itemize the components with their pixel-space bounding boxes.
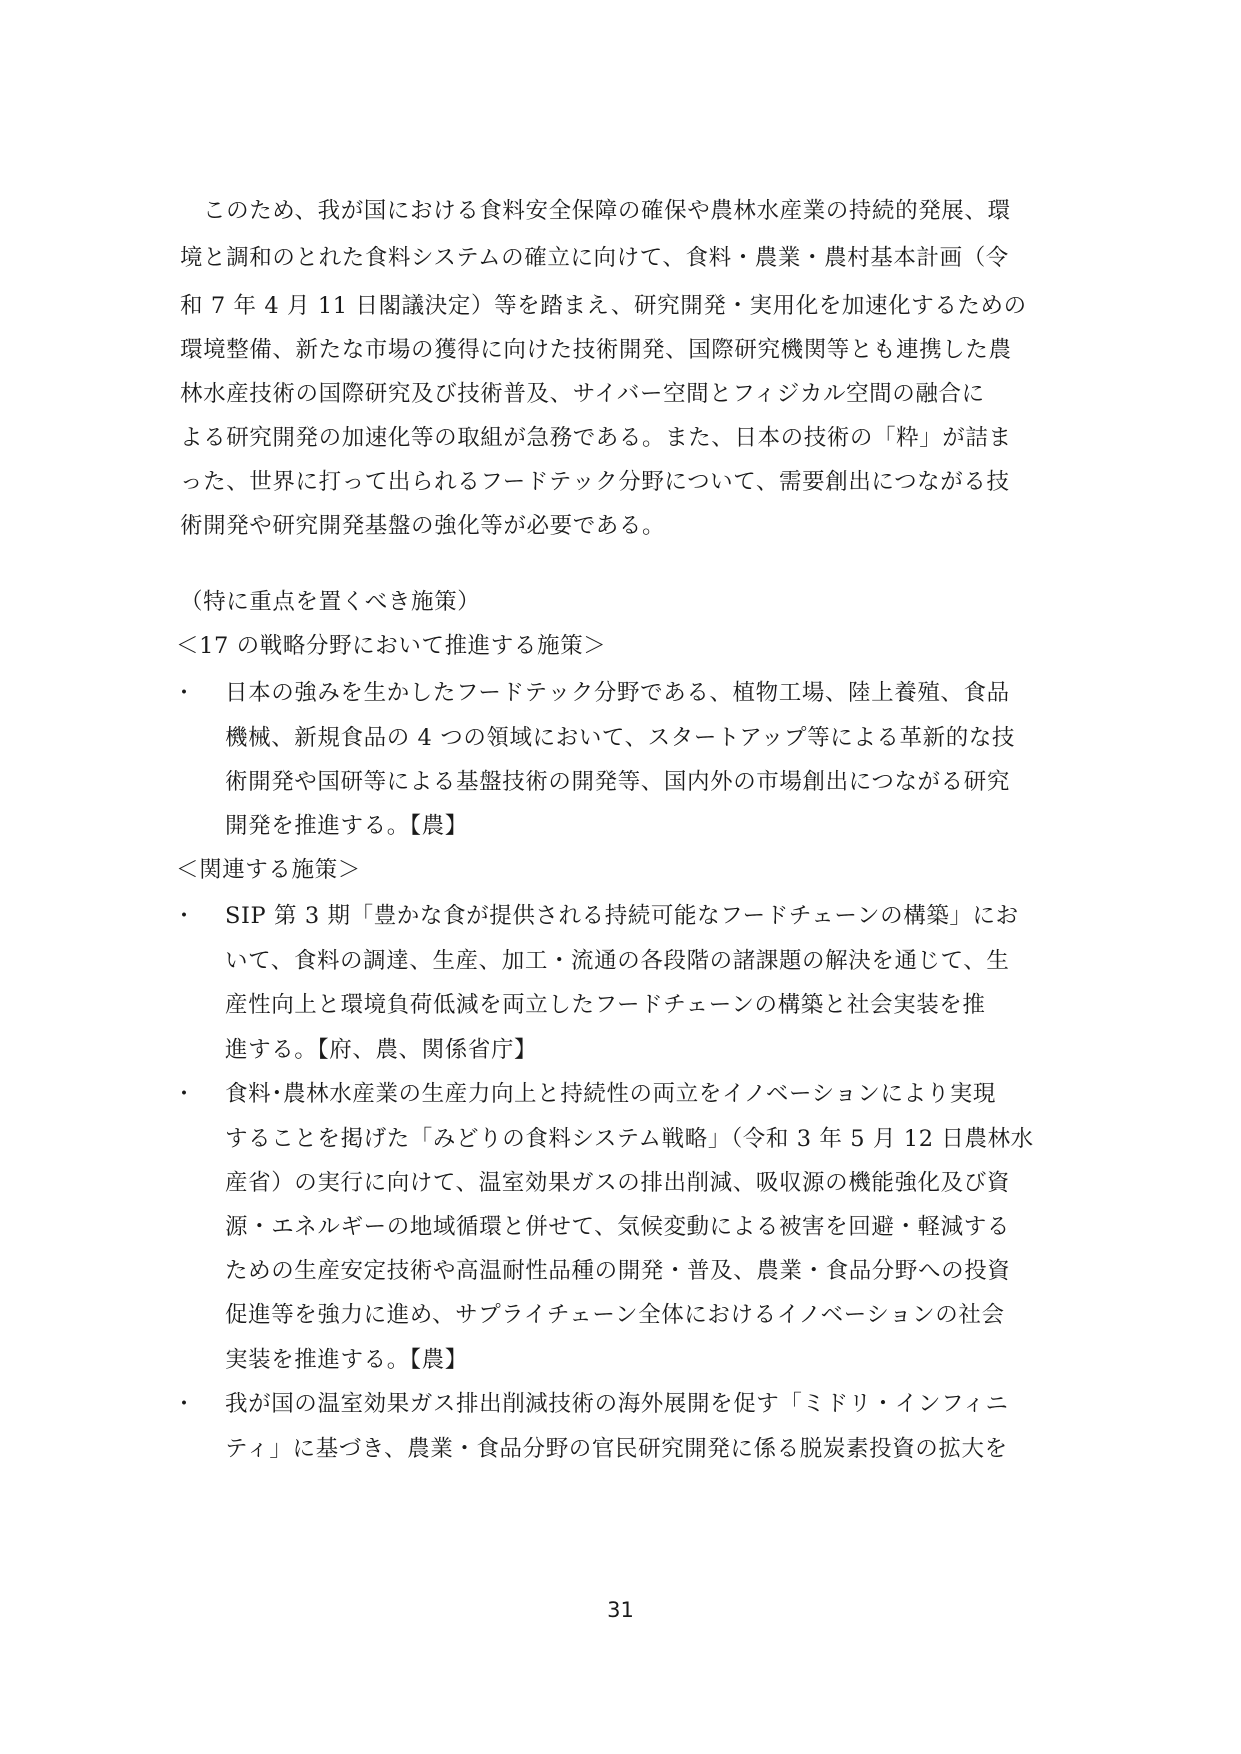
intro-line: 境と調和のとれた食料システムの確立に向けて、食料・農業・農村基本計画（令 bbox=[180, 245, 1009, 272]
strategic-heading: ＜17 の戦略分野において推進する施策＞ bbox=[176, 632, 607, 659]
intro-line: った、世界に打って出られるフードテック分野について、需要創出につながる技 bbox=[180, 469, 1010, 496]
bullet-line: ための生産安定技術や高温耐性品種の開発・普及、農業・食品分野への投資 bbox=[225, 1258, 1011, 1285]
intro-line: 環境整備、新たな市場の獲得に向けた技術開発、国際研究機関等とも連携した農 bbox=[180, 336, 1012, 363]
intro-line: 林水産技術の国際研究及び技術普及、サイバー空間とフィジカル空間の融合に bbox=[180, 380, 985, 407]
bullet-marker: ・ bbox=[173, 1391, 196, 1417]
bullet-line: 開発を推進する。【農】 bbox=[225, 813, 468, 840]
bullet-line: 進する。【府、農、関係省庁】 bbox=[225, 1036, 538, 1063]
intro-line: よる研究開発の加速化等の取組が急務である。また、日本の技術の「粋」が詰ま bbox=[180, 425, 1012, 452]
related-heading: ＜関連する施策＞ bbox=[176, 856, 361, 883]
bullet-marker: ・ bbox=[173, 904, 196, 930]
bullet-marker: ・ bbox=[173, 1081, 196, 1107]
bullet-line: 日本の強みを生かしたフードテック分野である、植物工場、陸上養殖、食品 bbox=[225, 680, 1010, 707]
page-number: 31 bbox=[607, 1598, 634, 1622]
section-heading: （特に重点を置くべき施策） bbox=[180, 588, 481, 615]
intro-line: このため、我が国における食料安全保障の確保や農林水産業の持続的発展、環 bbox=[203, 198, 1011, 224]
bullet-line: 産省）の実行に向けて、温室効果ガスの排出削減、吸収源の機能強化及び資 bbox=[225, 1169, 1010, 1196]
intro-line: 術開発や研究開発基盤の強化等が必要である。 bbox=[180, 513, 666, 540]
bullet-line: ティ」に基づき、農業・食品分野の官民研究開発に係る脱炭素投資の拡大を bbox=[225, 1435, 1008, 1462]
bullet-line: SIP 第 3 期「豊かな食が提供される持続可能なフードチェーンの構築」にお bbox=[225, 903, 1019, 930]
intro-line: 和 7 年 4 月 11 日閣議決定）等を踏まえ、研究開発・実用化を加速化するための bbox=[180, 292, 1027, 319]
bullet-line: 機械、新規食品の 4 つの領域において、スタートアップ等による革新的な技 bbox=[225, 725, 1016, 751]
bullet-line: 食料･農林水産業の生産力向上と持続性の両立をイノベーションにより実現 bbox=[225, 1080, 997, 1107]
bullet-marker: ・ bbox=[173, 680, 196, 706]
bullet-line: いて、食料の調達、生産、加工・流通の各段階の諸課題の解決を通じて、生 bbox=[225, 948, 1010, 975]
bullet-line: 術開発や国研等による基盤技術の開発等、国内外の市場創出につながる研究 bbox=[225, 769, 1010, 796]
bullet-line: 源・エネルギーの地域循環と併せて、気候変動による被害を回避・軽減する bbox=[225, 1214, 1010, 1241]
bullet-line: することを掲げた「みどりの食料システム戦略」（令和 3 年 5 月 12 日農林水 bbox=[225, 1125, 1034, 1152]
bullet-line: 促進等を強力に進め、サプライチェーン全体におけるイノベーションの社会 bbox=[225, 1302, 1005, 1329]
bullet-line: 産性向上と環境負荷低減を両立したフードチェーンの構築と社会実装を推 bbox=[225, 992, 986, 1019]
bullet-line: 我が国の温室効果ガス排出削減技術の海外展開を促す「ミドリ・インフィニ bbox=[225, 1390, 1009, 1417]
bullet-line: 実装を推進する。【農】 bbox=[225, 1346, 468, 1373]
